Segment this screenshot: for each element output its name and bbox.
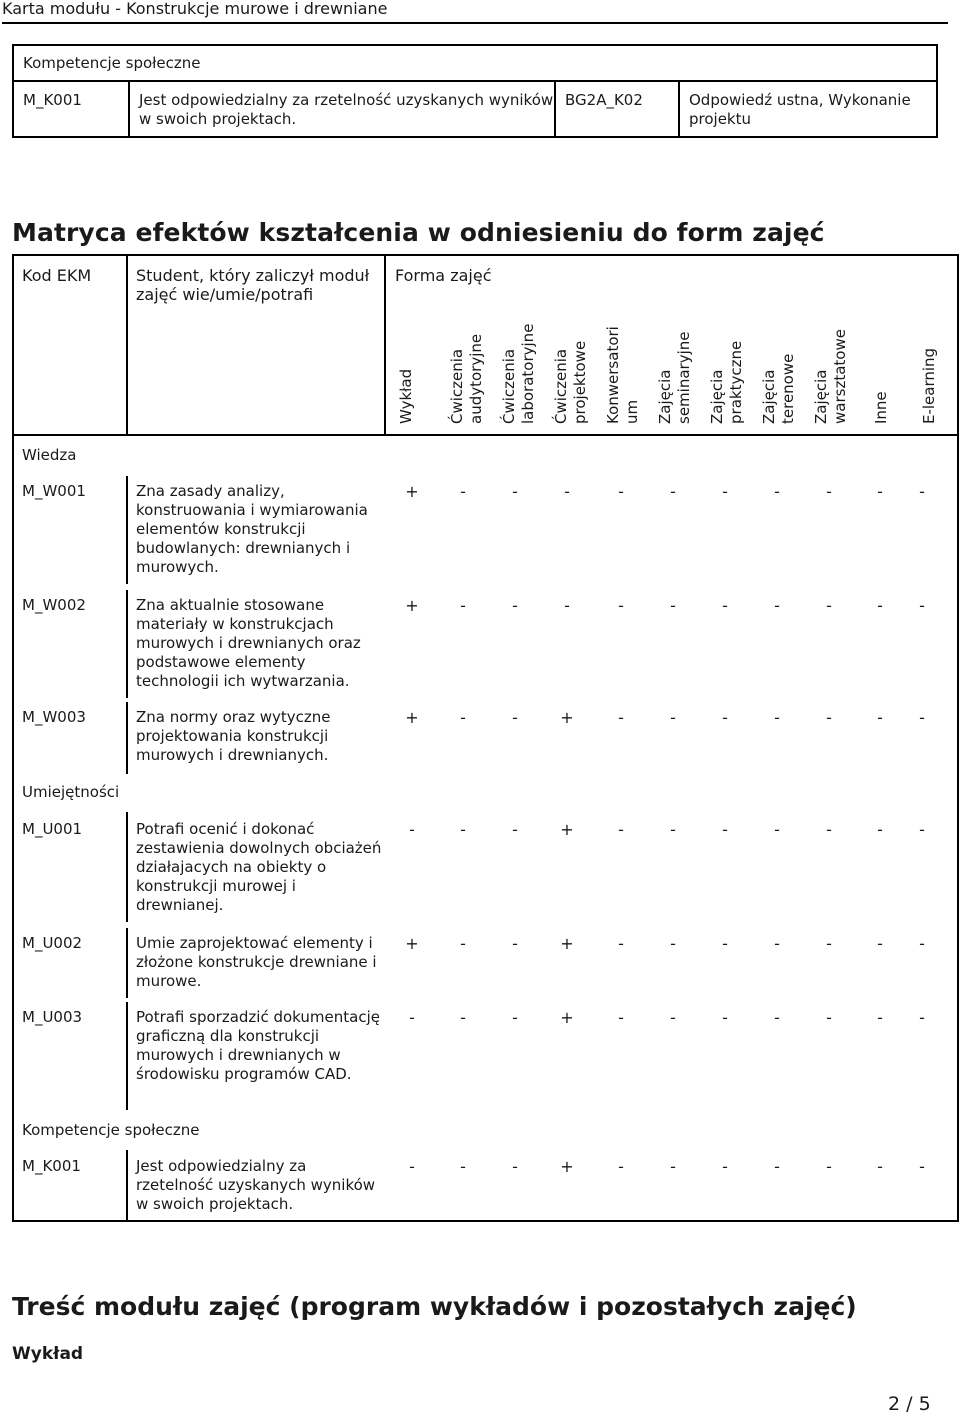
form-header-label <box>872 391 890 424</box>
form-header-line: Zajęcia <box>708 369 726 424</box>
form-mark: - <box>722 934 728 953</box>
form-header-line: projektowe <box>571 340 589 424</box>
form-mark: - <box>460 708 466 727</box>
ekm-description: Zna zasady analizy, konstruowania i wymiarowania elementów konstrukcji budowlanych: drewnianych i murowych. <box>136 482 368 576</box>
verification-method: Odpowiedź ustna, Wykonanie projektu <box>689 91 911 128</box>
form-mark: - <box>877 1008 883 1027</box>
form-mark: - <box>618 1157 624 1176</box>
form-mark: - <box>877 596 883 615</box>
form-mark: - <box>774 1157 780 1176</box>
form-mark: - <box>460 596 466 615</box>
form-header-label <box>397 368 415 424</box>
header-divider <box>12 434 959 436</box>
ekm-code: M_W002 <box>22 596 86 614</box>
section-label: Kompetencje społeczne <box>22 1121 200 1139</box>
column-divider <box>126 1002 128 1110</box>
form-mark: - <box>670 482 676 501</box>
form-mark: - <box>774 482 780 501</box>
form-mark: - <box>409 1157 415 1176</box>
form-mark: + <box>560 1008 574 1027</box>
form-mark: - <box>670 1157 676 1176</box>
form-mark: - <box>460 482 466 501</box>
form-mark: + <box>405 934 419 953</box>
form-header-line: Zajęcia <box>812 369 830 424</box>
form-header-line: Wykład <box>397 368 415 424</box>
form-header-line: Ćwiczenia <box>448 348 466 424</box>
form-mark: - <box>409 1008 415 1027</box>
form-mark: - <box>460 820 466 839</box>
form-header-line: audytoryjne <box>467 333 485 424</box>
form-mark: + <box>560 934 574 953</box>
form-header-label <box>708 340 745 424</box>
form-header-line: seminaryjne <box>675 331 693 424</box>
form-header-line: Konwersatori <box>604 326 622 424</box>
form-header-line: praktyczne <box>727 340 745 424</box>
form-header-line: laboratoryjne <box>519 323 537 424</box>
form-mark: - <box>877 482 883 501</box>
ekm-description: Potrafi ocenić i dokonać zestawienia dowolnych obciażeń działajacych na obiekty o konstrukcji murowej i drewnianej. <box>136 820 382 914</box>
form-mark: - <box>877 708 883 727</box>
ekm-code: M_W001 <box>22 482 86 500</box>
form-mark: - <box>722 820 728 839</box>
form-mark: - <box>564 482 570 501</box>
form-mark: - <box>460 1008 466 1027</box>
form-mark: - <box>919 934 925 953</box>
form-header-label <box>656 331 693 424</box>
page-number: 2 / 5 <box>888 1393 931 1415</box>
form-header-line: E-learning <box>920 347 938 424</box>
form-header-line: Ćwiczenia <box>500 348 518 424</box>
form-mark: - <box>722 708 728 727</box>
matrix-heading: Matryca efektów kształcenia w odniesieniu do form zajęć <box>12 218 825 247</box>
form-mark: - <box>512 934 518 953</box>
ekm-description: Jest odpowiedzialny za rzetelność uzyskanych wyników w swoich projektach. <box>136 1157 376 1213</box>
form-mark: - <box>670 934 676 953</box>
form-mark: + <box>405 596 419 615</box>
form-mark: - <box>826 708 832 727</box>
form-mark: - <box>826 934 832 953</box>
column-divider <box>126 476 128 584</box>
form-mark: - <box>722 596 728 615</box>
ekm-description: Zna aktualnie stosowane materiały w konstrukcjach murowych i drewnianych oraz podstawowe elementy technologii ich wytwarzania. <box>136 596 361 690</box>
form-mark: - <box>409 820 415 839</box>
form-mark: - <box>774 820 780 839</box>
form-mark: - <box>919 820 925 839</box>
content-heading: Treść modułu zajęć (program wykładów i pozostałych zajęć) <box>12 1292 857 1321</box>
section-label: Umiejętności <box>22 783 120 801</box>
lecture-subheading: Wykład <box>12 1344 84 1364</box>
form-mark: + <box>405 708 419 727</box>
form-mark: - <box>919 596 925 615</box>
form-mark: - <box>774 1008 780 1027</box>
column-divider <box>126 1150 128 1222</box>
form-mark: - <box>460 1157 466 1176</box>
form-header-label <box>448 333 485 424</box>
form-header-label <box>500 323 537 424</box>
ekm-code: M_U003 <box>22 1008 83 1026</box>
column-header-form: Forma zajęć <box>395 266 492 285</box>
form-header-label <box>604 326 641 424</box>
form-mark: - <box>618 596 624 615</box>
ekm-description: Zna normy oraz wytyczne projektowania konstrukcji murowych i drewnianych. <box>136 708 331 764</box>
form-mark: + <box>560 708 574 727</box>
form-header-line: warsztatowe <box>831 329 849 424</box>
form-mark: - <box>826 596 832 615</box>
form-header-label <box>812 329 849 424</box>
form-mark: - <box>722 1157 728 1176</box>
ekm-code: M_W003 <box>22 708 86 726</box>
form-header-label <box>552 340 589 424</box>
form-mark: - <box>460 934 466 953</box>
column-divider <box>384 254 386 436</box>
ekm-code: M_K001 <box>22 1157 81 1175</box>
ekm-description: Potrafi sporzadzić dokumentację graficzną dla konstrukcji murowych i drewnianych w środowisku programów CAD. <box>136 1008 380 1083</box>
form-mark: - <box>877 934 883 953</box>
form-mark: - <box>618 708 624 727</box>
form-mark: + <box>405 482 419 501</box>
ekm-description: Jest odpowiedzialny za rzetelność uzyskanych wyników w swoich projektach. <box>139 91 554 128</box>
form-mark: - <box>670 708 676 727</box>
form-mark: - <box>564 596 570 615</box>
form-mark: - <box>774 596 780 615</box>
form-mark: - <box>618 1008 624 1027</box>
ekm-code: M_U001 <box>22 820 83 838</box>
form-header-line: um <box>623 399 641 424</box>
form-mark: - <box>670 1008 676 1027</box>
form-mark: - <box>877 820 883 839</box>
form-mark: - <box>512 596 518 615</box>
form-mark: - <box>618 934 624 953</box>
ekm-reference: BG2A_K02 <box>565 91 643 109</box>
form-mark: - <box>774 934 780 953</box>
form-header-label <box>920 347 938 424</box>
form-mark: - <box>512 1008 518 1027</box>
document-header <box>2 0 948 24</box>
column-divider <box>126 812 128 922</box>
document-title: Karta modułu - Konstrukcje murowe i drewniane <box>2 0 388 18</box>
column-divider <box>126 254 128 436</box>
column-header-code: Kod EKM <box>22 266 92 285</box>
form-mark: - <box>919 708 925 727</box>
form-mark: - <box>618 820 624 839</box>
ekm-description: Umie zaprojektować elementy i złożone konstrukcje drewniane i murowe. <box>136 934 377 990</box>
form-mark: - <box>512 820 518 839</box>
section-label: Kompetencje społeczne <box>14 46 936 82</box>
form-header-line: terenowe <box>779 353 797 424</box>
form-mark: - <box>722 1008 728 1027</box>
form-mark: - <box>512 482 518 501</box>
column-divider <box>126 702 128 774</box>
form-header-label <box>760 353 797 424</box>
ekm-code: M_K001 <box>23 91 82 109</box>
form-mark: - <box>919 1157 925 1176</box>
form-mark: - <box>826 1008 832 1027</box>
form-header-line: Zajęcia <box>656 369 674 424</box>
form-mark: - <box>826 820 832 839</box>
form-mark: - <box>670 596 676 615</box>
ekm-code: M_U002 <box>22 934 83 952</box>
form-mark: - <box>826 482 832 501</box>
form-mark: - <box>670 820 676 839</box>
form-mark: - <box>774 708 780 727</box>
form-mark: - <box>877 1157 883 1176</box>
column-divider <box>126 590 128 698</box>
form-mark: - <box>919 482 925 501</box>
competence-table <box>12 44 938 138</box>
form-mark: - <box>826 1157 832 1176</box>
form-mark: - <box>722 482 728 501</box>
section-label: Wiedza <box>22 446 77 464</box>
form-mark: - <box>512 1157 518 1176</box>
form-mark: - <box>512 708 518 727</box>
column-header-student: Student, który zaliczył moduł zajęć wie/umie/potrafi <box>136 266 370 304</box>
form-header-line: Inne <box>872 391 890 424</box>
form-mark: - <box>919 1008 925 1027</box>
form-mark: + <box>560 820 574 839</box>
form-header-line: Zajęcia <box>760 369 778 424</box>
column-divider <box>126 928 128 998</box>
form-mark: - <box>618 482 624 501</box>
form-mark: + <box>560 1157 574 1176</box>
form-header-line: Ćwiczenia <box>552 348 570 424</box>
